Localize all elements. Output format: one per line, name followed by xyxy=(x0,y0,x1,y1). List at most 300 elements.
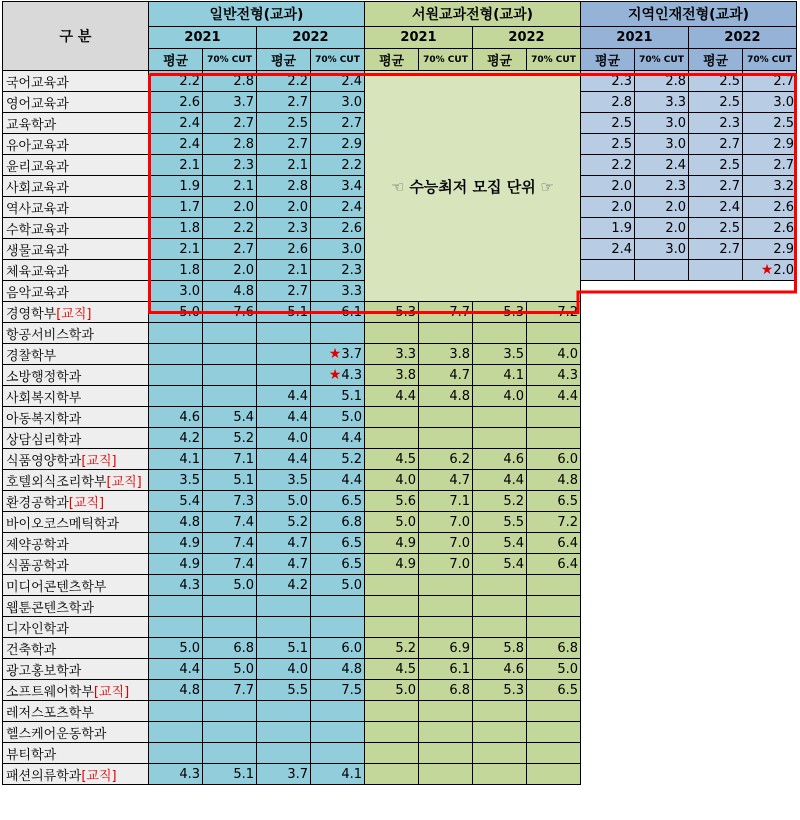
score-value: 6.5 xyxy=(341,556,362,572)
score-cell xyxy=(365,407,419,428)
department-name: 바이오코스메틱학과 xyxy=(6,516,120,532)
score-value: 4.0 xyxy=(287,430,308,446)
score-cell xyxy=(581,197,635,218)
department-name: 경찰학부 xyxy=(6,348,57,364)
score-cell xyxy=(365,617,419,638)
score-cell xyxy=(149,302,203,323)
score-cell xyxy=(365,365,419,386)
score-cell xyxy=(473,680,527,701)
score-cell xyxy=(311,134,365,155)
score-cell xyxy=(311,743,365,764)
score-cell xyxy=(365,659,419,680)
department-name-cell xyxy=(3,92,149,113)
department-name: 사회교육과 xyxy=(6,180,69,196)
score-value: 5.0 xyxy=(341,577,362,593)
score-cell xyxy=(149,323,203,344)
score-cell xyxy=(419,533,473,554)
score-cell xyxy=(689,134,743,155)
score-value: 4.4 xyxy=(341,430,362,446)
score-cell xyxy=(419,617,473,638)
score-cell xyxy=(419,638,473,659)
table-row xyxy=(3,764,797,785)
score-cell xyxy=(311,218,365,239)
score-cell xyxy=(149,155,203,176)
score-cell xyxy=(257,512,311,533)
score-value: 2.1 xyxy=(179,157,200,173)
year-header: 2021 xyxy=(581,27,689,49)
table-row xyxy=(3,302,797,323)
score-cell xyxy=(365,533,419,554)
score-value: 5.1 xyxy=(233,766,254,782)
score-value: 7.6 xyxy=(233,304,254,320)
score-value: 2.7 xyxy=(233,115,254,131)
score-cell xyxy=(149,239,203,260)
score-value: 4.4 xyxy=(287,451,308,467)
score-value: 5.5 xyxy=(287,682,308,698)
score-value: 2.5 xyxy=(611,115,632,131)
score-value: 2.6 xyxy=(287,241,308,257)
score-cell xyxy=(257,407,311,428)
department-name-cell xyxy=(3,743,149,764)
avg-header: 평균 xyxy=(365,49,419,71)
score-value: 5.0 xyxy=(179,640,200,656)
score-cell xyxy=(419,743,473,764)
department-name: 소프트웨어학부 xyxy=(6,684,94,700)
score-cell xyxy=(257,323,311,344)
year-header: 2021 xyxy=(365,27,473,49)
score-cell xyxy=(527,722,581,743)
score-cell xyxy=(527,575,581,596)
score-value: 2.2 xyxy=(341,157,362,173)
score-cell xyxy=(473,617,527,638)
score-value: 4.3 xyxy=(179,766,200,782)
score-value: 3.7 xyxy=(233,94,254,110)
score-value: 2.7 xyxy=(719,241,740,257)
score-cell xyxy=(149,134,203,155)
score-value: 4.1 xyxy=(503,367,524,383)
score-value: 2.7 xyxy=(341,115,362,131)
score-value: 5.3 xyxy=(503,304,524,320)
score-cell xyxy=(149,113,203,134)
score-cell xyxy=(203,743,257,764)
score-cell xyxy=(689,71,743,92)
score-value: 4.7 xyxy=(449,367,470,383)
score-cell xyxy=(365,554,419,575)
score-cell xyxy=(419,722,473,743)
table-row xyxy=(3,638,797,659)
score-cell xyxy=(149,764,203,785)
department-name-cell xyxy=(3,554,149,575)
score-cell xyxy=(365,764,419,785)
score-value: 2.5 xyxy=(287,115,308,131)
empty-area xyxy=(581,596,797,617)
score-cell xyxy=(419,680,473,701)
score-cell xyxy=(581,134,635,155)
score-value: 2.0 xyxy=(233,262,254,278)
score-value: 5.0 xyxy=(287,493,308,509)
score-value: 3.0 xyxy=(665,136,686,152)
score-value: 2.6 xyxy=(341,220,362,236)
score-cell xyxy=(527,533,581,554)
score-value: 5.4 xyxy=(179,493,200,509)
score-cell xyxy=(635,239,689,260)
score-cell xyxy=(203,92,257,113)
score-cell xyxy=(257,155,311,176)
score-cell xyxy=(473,323,527,344)
score-cell xyxy=(257,491,311,512)
score-value: 2.8 xyxy=(233,136,254,152)
score-cell xyxy=(473,365,527,386)
score-cell xyxy=(203,239,257,260)
score-cell xyxy=(257,533,311,554)
score-cell xyxy=(311,302,365,323)
score-cell xyxy=(311,659,365,680)
gubun-header: 구 분 xyxy=(3,2,149,71)
score-cell xyxy=(635,71,689,92)
score-cell xyxy=(635,134,689,155)
empty-area xyxy=(581,743,797,764)
score-value: 6.5 xyxy=(557,493,578,509)
score-cell xyxy=(743,197,797,218)
score-value: 4.9 xyxy=(395,556,416,572)
score-cell xyxy=(257,197,311,218)
department-name: 유아교육과 xyxy=(6,138,69,154)
department-name: 소방행정학과 xyxy=(6,369,82,385)
score-cell xyxy=(365,638,419,659)
score-value: 3.4 xyxy=(341,178,362,194)
table-row xyxy=(3,323,797,344)
score-cell xyxy=(527,302,581,323)
score-value: 4.9 xyxy=(179,556,200,572)
table-row xyxy=(3,428,797,449)
score-cell xyxy=(365,701,419,722)
score-cell xyxy=(149,428,203,449)
score-value: 3.0 xyxy=(341,241,362,257)
score-value: 4.7 xyxy=(287,556,308,572)
score-cell xyxy=(743,134,797,155)
score-cell xyxy=(473,722,527,743)
score-cell xyxy=(257,365,311,386)
score-cell xyxy=(203,596,257,617)
score-value: 6.8 xyxy=(557,640,578,656)
score-cell xyxy=(689,218,743,239)
score-cell xyxy=(149,407,203,428)
department-name-cell xyxy=(3,638,149,659)
score-cell xyxy=(311,596,365,617)
score-cell xyxy=(743,155,797,176)
score-value: 2.5 xyxy=(611,136,632,152)
department-name-cell xyxy=(3,344,149,365)
teaching-track-tag: [교직] xyxy=(93,684,130,700)
score-cell xyxy=(149,680,203,701)
score-cell xyxy=(527,386,581,407)
score-value: 5.2 xyxy=(341,451,362,467)
table-row xyxy=(3,617,797,638)
empty-area xyxy=(581,323,797,344)
score-value: 4.2 xyxy=(179,430,200,446)
teaching-track-tag: [교직] xyxy=(56,306,92,322)
score-value: 2.4 xyxy=(611,241,632,257)
empty-area xyxy=(581,302,797,323)
score-cell xyxy=(203,155,257,176)
score-cell xyxy=(257,176,311,197)
score-cell xyxy=(311,764,365,785)
score-cell xyxy=(257,701,311,722)
score-value: 5.6 xyxy=(395,493,416,509)
department-name-cell xyxy=(3,134,149,155)
score-cell xyxy=(365,302,419,323)
score-cell xyxy=(311,428,365,449)
score-cell xyxy=(149,617,203,638)
department-name: 생물교육과 xyxy=(6,243,69,259)
score-value: 2.5 xyxy=(719,94,740,110)
score-value: 2.4 xyxy=(179,136,200,152)
score-cell xyxy=(203,281,257,302)
score-cell xyxy=(257,92,311,113)
department-name-cell xyxy=(3,512,149,533)
score-cell xyxy=(419,449,473,470)
department-name-cell xyxy=(3,701,149,722)
score-cell xyxy=(149,554,203,575)
score-cell xyxy=(257,386,311,407)
department-name: 호텔외식조리학부 xyxy=(6,474,107,490)
score-cell xyxy=(257,659,311,680)
score-value: 4.1 xyxy=(179,451,200,467)
score-cell xyxy=(419,554,473,575)
score-value: 6.0 xyxy=(557,451,578,467)
score-cell xyxy=(257,113,311,134)
score-value: 6.9 xyxy=(449,640,470,656)
score-cell xyxy=(149,260,203,281)
score-value: 5.1 xyxy=(233,472,254,488)
score-cell xyxy=(581,260,635,281)
score-cell xyxy=(203,428,257,449)
empty-area xyxy=(581,659,797,680)
score-cell xyxy=(689,113,743,134)
score-value: 6.2 xyxy=(449,451,470,467)
score-value: 2.8 xyxy=(233,73,254,89)
score-value: 6.4 xyxy=(557,556,578,572)
score-cell xyxy=(419,659,473,680)
score-value: 4.4 xyxy=(287,409,308,425)
score-value: 4.6 xyxy=(179,409,200,425)
department-name: 교육학과 xyxy=(6,117,57,133)
score-cell xyxy=(203,344,257,365)
score-cell xyxy=(257,71,311,92)
teaching-track-tag: [교직] xyxy=(68,495,105,511)
score-cell xyxy=(149,176,203,197)
table-row xyxy=(3,386,797,407)
score-cell xyxy=(473,638,527,659)
department-name: 항공서비스학과 xyxy=(6,327,94,343)
empty-area xyxy=(581,512,797,533)
score-value: 7.1 xyxy=(449,493,470,509)
pointing-hand-right-icon: ☞ xyxy=(535,177,554,196)
score-cell xyxy=(473,449,527,470)
cut-header: 70% CUT xyxy=(203,49,257,71)
empty-area xyxy=(581,764,797,785)
score-value: 2.1 xyxy=(233,178,254,194)
score-cell xyxy=(311,575,365,596)
department-name: 경영학부 xyxy=(6,306,57,322)
score-cell xyxy=(149,281,203,302)
table-row xyxy=(3,701,797,722)
score-value: 2.8 xyxy=(611,94,632,110)
score-cell xyxy=(473,596,527,617)
score-cell xyxy=(419,596,473,617)
department-name-cell xyxy=(3,428,149,449)
score-cell xyxy=(149,218,203,239)
score-cell xyxy=(257,596,311,617)
score-value: 2.7 xyxy=(287,283,308,299)
score-cell xyxy=(203,197,257,218)
score-cell xyxy=(203,659,257,680)
score-cell xyxy=(527,596,581,617)
score-cell xyxy=(257,680,311,701)
score-value: 4.8 xyxy=(449,388,470,404)
table-row xyxy=(3,533,797,554)
score-value: 2.3 xyxy=(287,220,308,236)
score-cell xyxy=(257,218,311,239)
score-value: 4.0 xyxy=(395,472,416,488)
score-cell xyxy=(473,659,527,680)
score-value: 4.0 xyxy=(503,388,524,404)
score-cell xyxy=(257,302,311,323)
score-cell xyxy=(581,92,635,113)
score-value: 3.0 xyxy=(665,115,686,131)
empty-area xyxy=(581,344,797,365)
seowon-admission-header: 서원교과전형(교과) xyxy=(365,2,581,27)
empty-area xyxy=(581,701,797,722)
score-cell xyxy=(419,512,473,533)
red-star-icon: ★ xyxy=(328,346,342,362)
score-cell xyxy=(149,365,203,386)
score-cell xyxy=(743,113,797,134)
score-value: 6.5 xyxy=(557,682,578,698)
suneung-minimum-note xyxy=(365,71,581,302)
score-value: 4.9 xyxy=(395,535,416,551)
department-name: 뷰티학과 xyxy=(6,747,57,763)
department-name: 제약공학과 xyxy=(6,537,69,553)
score-cell xyxy=(311,365,365,386)
score-value: 7.0 xyxy=(449,514,470,530)
score-cell xyxy=(203,260,257,281)
avg-header: 평균 xyxy=(581,49,635,71)
score-value: 2.0 xyxy=(773,263,794,278)
department-name: 광고홍보학과 xyxy=(6,663,82,679)
score-cell xyxy=(689,260,743,281)
score-value: 2.9 xyxy=(341,136,362,152)
score-value: 5.3 xyxy=(503,682,524,698)
score-cell xyxy=(257,743,311,764)
score-cell xyxy=(365,491,419,512)
score-value: 3.5 xyxy=(287,472,308,488)
department-name-cell xyxy=(3,260,149,281)
score-value: 7.2 xyxy=(557,304,578,320)
table-row xyxy=(3,659,797,680)
score-value: 2.3 xyxy=(719,115,740,131)
score-cell xyxy=(149,197,203,218)
score-value: 2.7 xyxy=(287,136,308,152)
score-cell xyxy=(311,155,365,176)
score-value: 3.5 xyxy=(179,472,200,488)
score-cell xyxy=(311,533,365,554)
table-row xyxy=(3,449,797,470)
score-value: 5.0 xyxy=(233,661,254,677)
score-cell xyxy=(473,764,527,785)
score-value: 2.1 xyxy=(287,157,308,173)
score-cell xyxy=(473,344,527,365)
score-cell xyxy=(257,281,311,302)
score-cell xyxy=(635,260,689,281)
score-value: 2.5 xyxy=(719,157,740,173)
department-name-cell xyxy=(3,491,149,512)
score-value: 1.9 xyxy=(611,220,632,236)
score-cell xyxy=(311,386,365,407)
score-value: 2.3 xyxy=(233,157,254,173)
score-value: 1.8 xyxy=(179,220,200,236)
score-cell xyxy=(419,470,473,491)
score-value: 1.9 xyxy=(179,178,200,194)
score-value: 7.7 xyxy=(233,682,254,698)
department-name: 체육교육과 xyxy=(6,264,69,280)
score-value: 2.6 xyxy=(773,220,794,236)
score-cell xyxy=(473,470,527,491)
score-value: 2.5 xyxy=(719,73,740,89)
department-name: 상담심리학과 xyxy=(6,432,82,448)
department-name: 수학교육과 xyxy=(6,222,69,238)
department-name: 미디어콘텐츠학부 xyxy=(6,579,107,595)
score-cell xyxy=(203,386,257,407)
department-name-cell xyxy=(3,533,149,554)
score-value: 4.8 xyxy=(341,661,362,677)
department-name: 아동복지학과 xyxy=(6,411,82,427)
department-name-cell xyxy=(3,407,149,428)
score-value: 6.5 xyxy=(341,535,362,551)
score-cell xyxy=(419,386,473,407)
score-value: 4.3 xyxy=(557,367,578,383)
score-cell xyxy=(743,71,797,92)
score-value: 4.8 xyxy=(179,514,200,530)
score-value: 5.2 xyxy=(395,640,416,656)
score-value: 4.3 xyxy=(341,368,362,383)
suneung-minimum-text: 수능최저 모집 단위 xyxy=(409,177,536,196)
score-cell xyxy=(257,428,311,449)
score-cell xyxy=(365,596,419,617)
empty-area xyxy=(581,386,797,407)
red-star-icon: ★ xyxy=(328,367,342,383)
table-row xyxy=(3,743,797,764)
score-cell xyxy=(581,71,635,92)
empty-area xyxy=(581,575,797,596)
department-name: 환경공학과 xyxy=(6,495,69,511)
table-row xyxy=(3,512,797,533)
department-name: 식품공학과 xyxy=(6,558,69,574)
score-cell xyxy=(365,386,419,407)
score-cell xyxy=(527,407,581,428)
department-name-cell xyxy=(3,218,149,239)
score-cell xyxy=(203,176,257,197)
score-cell xyxy=(203,302,257,323)
regional-admission-header: 지역인재전형(교과) xyxy=(581,2,797,27)
score-value: 5.0 xyxy=(395,682,416,698)
score-cell xyxy=(365,428,419,449)
score-cell xyxy=(527,470,581,491)
score-cell xyxy=(527,365,581,386)
score-value: 2.9 xyxy=(773,241,794,257)
department-name-cell xyxy=(3,575,149,596)
score-cell xyxy=(203,323,257,344)
